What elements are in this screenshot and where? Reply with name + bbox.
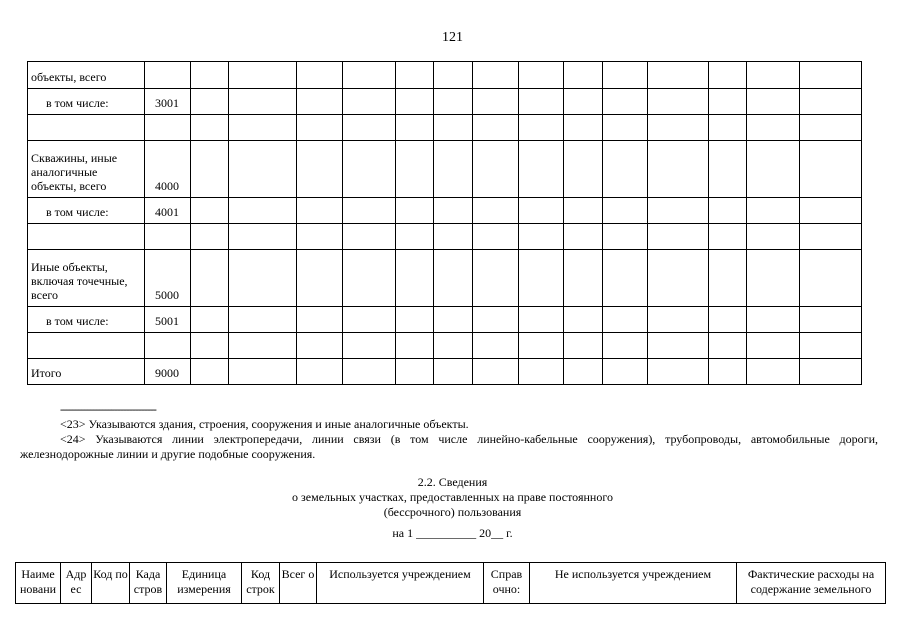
empty-cell xyxy=(564,89,603,115)
row-code xyxy=(145,62,191,89)
empty-cell xyxy=(343,115,396,141)
table-row xyxy=(28,333,862,359)
empty-cell xyxy=(709,115,747,141)
empty-cell xyxy=(229,141,297,198)
empty-cell xyxy=(297,224,343,250)
empty-cell xyxy=(519,115,564,141)
empty-cell xyxy=(709,198,747,224)
row-label: Скважины, иные аналогичные объекты, всего xyxy=(28,141,145,198)
empty-cell xyxy=(800,141,862,198)
empty-cell xyxy=(473,115,519,141)
empty-cell xyxy=(800,89,862,115)
row-code xyxy=(145,224,191,250)
row-code xyxy=(145,115,191,141)
empty-cell xyxy=(709,224,747,250)
table-header-row xyxy=(16,563,886,604)
empty-cell xyxy=(603,224,648,250)
empty-cell xyxy=(564,359,603,385)
empty-cell xyxy=(191,333,229,359)
empty-cell xyxy=(297,359,343,385)
page-number: 121 xyxy=(442,30,463,45)
empty-cell xyxy=(564,307,603,333)
column-header: Не используется учреждением xyxy=(530,563,737,604)
empty-cell xyxy=(396,115,434,141)
empty-cell xyxy=(800,62,862,89)
table-row xyxy=(28,62,862,89)
empty-cell xyxy=(191,115,229,141)
empty-cell xyxy=(519,141,564,198)
table-row xyxy=(28,115,862,141)
empty-cell xyxy=(564,198,603,224)
empty-cell xyxy=(747,250,800,307)
empty-cell xyxy=(709,307,747,333)
empty-cell xyxy=(434,115,473,141)
empty-cell xyxy=(434,250,473,307)
empty-cell xyxy=(747,62,800,89)
empty-cell xyxy=(709,359,747,385)
empty-cell xyxy=(229,89,297,115)
empty-cell xyxy=(747,115,800,141)
empty-cell xyxy=(564,62,603,89)
empty-cell xyxy=(800,307,862,333)
empty-cell xyxy=(396,198,434,224)
empty-cell xyxy=(709,333,747,359)
footnotes xyxy=(20,402,878,462)
empty-cell xyxy=(473,333,519,359)
as-of-date: на 1 __________ 20__ г. xyxy=(392,526,513,540)
land-plots-table xyxy=(15,562,886,604)
empty-cell xyxy=(396,359,434,385)
empty-cell xyxy=(519,307,564,333)
empty-cell xyxy=(229,198,297,224)
empty-cell xyxy=(297,115,343,141)
empty-cell xyxy=(747,224,800,250)
empty-cell xyxy=(648,115,709,141)
empty-cell xyxy=(648,62,709,89)
empty-cell xyxy=(297,89,343,115)
empty-cell xyxy=(473,250,519,307)
column-header: Справ очно: xyxy=(484,563,530,604)
empty-cell xyxy=(747,89,800,115)
empty-cell xyxy=(434,198,473,224)
table-row xyxy=(28,359,862,385)
empty-cell xyxy=(396,224,434,250)
empty-cell xyxy=(343,198,396,224)
row-label xyxy=(28,115,145,141)
empty-cell xyxy=(800,359,862,385)
empty-cell xyxy=(648,89,709,115)
empty-cell xyxy=(648,307,709,333)
table-row xyxy=(28,250,862,307)
empty-cell xyxy=(343,62,396,89)
empty-cell xyxy=(297,198,343,224)
empty-cell xyxy=(473,89,519,115)
row-code xyxy=(145,333,191,359)
empty-cell xyxy=(603,359,648,385)
row-code: 9000 xyxy=(145,359,191,385)
row-code: 4001 xyxy=(145,198,191,224)
empty-cell xyxy=(603,250,648,307)
empty-cell xyxy=(396,307,434,333)
empty-cell xyxy=(343,333,396,359)
empty-cell xyxy=(473,198,519,224)
empty-cell xyxy=(473,359,519,385)
empty-cell xyxy=(747,333,800,359)
empty-cell xyxy=(297,62,343,89)
empty-cell xyxy=(648,224,709,250)
empty-cell xyxy=(800,198,862,224)
empty-cell xyxy=(343,307,396,333)
section-title-line-3: (бессрочного) пользования xyxy=(383,505,522,519)
empty-cell xyxy=(709,62,747,89)
empty-cell xyxy=(297,333,343,359)
empty-cell xyxy=(564,333,603,359)
empty-cell xyxy=(229,359,297,385)
table-row xyxy=(28,224,862,250)
row-label xyxy=(28,224,145,250)
empty-cell xyxy=(709,89,747,115)
row-label: Итого xyxy=(28,359,145,385)
empty-cell xyxy=(709,250,747,307)
empty-cell xyxy=(229,62,297,89)
empty-cell xyxy=(396,250,434,307)
section-title xyxy=(0,475,905,520)
empty-cell xyxy=(519,198,564,224)
empty-cell xyxy=(603,198,648,224)
empty-cell xyxy=(297,141,343,198)
empty-cell xyxy=(343,250,396,307)
empty-cell xyxy=(191,198,229,224)
row-code: 3001 xyxy=(145,89,191,115)
table-row xyxy=(28,307,862,333)
row-label xyxy=(28,333,145,359)
empty-cell xyxy=(519,89,564,115)
empty-cell xyxy=(343,89,396,115)
row-code: 5000 xyxy=(145,250,191,307)
empty-cell xyxy=(434,62,473,89)
empty-cell xyxy=(519,359,564,385)
row-label: в том числе: xyxy=(28,307,145,333)
empty-cell xyxy=(229,115,297,141)
empty-cell xyxy=(297,307,343,333)
empty-cell xyxy=(191,89,229,115)
empty-cell xyxy=(519,333,564,359)
empty-cell xyxy=(747,307,800,333)
empty-cell xyxy=(800,250,862,307)
empty-cell xyxy=(800,224,862,250)
empty-cell xyxy=(564,141,603,198)
section-title-line-2: о земельных участках, предоставленных на праве постоянного xyxy=(292,490,613,504)
empty-cell xyxy=(519,62,564,89)
section-title-line-1: 2.2. Сведения xyxy=(417,475,488,489)
empty-cell xyxy=(343,359,396,385)
column-header: Используется учреждением xyxy=(317,563,484,604)
empty-cell xyxy=(603,333,648,359)
upper-data-table xyxy=(27,61,862,385)
empty-cell xyxy=(800,115,862,141)
empty-cell xyxy=(747,198,800,224)
empty-cell xyxy=(648,333,709,359)
column-header: Фактические расходы на содержание земельного xyxy=(737,563,886,604)
column-header: Единица измерения xyxy=(167,563,242,604)
empty-cell xyxy=(603,115,648,141)
empty-cell xyxy=(229,224,297,250)
row-label: в том числе: xyxy=(28,198,145,224)
empty-cell xyxy=(564,115,603,141)
empty-cell xyxy=(191,141,229,198)
row-label: в том числе: xyxy=(28,89,145,115)
footnote-24: <24> Указываются линии электропередачи, линии связи (в том числе линейно-кабельные сооружения), трубопроводы, автомобильные дороги, железнодорожные линии и другие подобные сооружения. xyxy=(20,432,878,461)
empty-cell xyxy=(396,333,434,359)
empty-cell xyxy=(747,141,800,198)
empty-cell xyxy=(191,250,229,307)
empty-cell xyxy=(343,224,396,250)
column-header: Код по xyxy=(92,563,130,604)
empty-cell xyxy=(396,89,434,115)
column-header: Наиме новани xyxy=(16,563,61,604)
row-code: 5001 xyxy=(145,307,191,333)
empty-cell xyxy=(434,89,473,115)
empty-cell xyxy=(343,141,396,198)
column-header: Адр ес xyxy=(61,563,92,604)
table-row xyxy=(28,198,862,224)
empty-cell xyxy=(648,198,709,224)
empty-cell xyxy=(434,224,473,250)
empty-cell xyxy=(800,333,862,359)
empty-cell xyxy=(648,141,709,198)
empty-cell xyxy=(191,307,229,333)
empty-cell xyxy=(229,250,297,307)
table-row xyxy=(28,141,862,198)
footnote-23: <23> Указываются здания, строения, сооружения и иные аналогичные объекты. xyxy=(60,417,469,431)
empty-cell xyxy=(191,359,229,385)
empty-cell xyxy=(229,307,297,333)
empty-cell xyxy=(473,141,519,198)
empty-cell xyxy=(519,224,564,250)
row-label: Иные объекты, включая точечные, всего xyxy=(28,250,145,307)
empty-cell xyxy=(434,141,473,198)
column-header: Када стров xyxy=(130,563,167,604)
empty-cell xyxy=(603,62,648,89)
empty-cell xyxy=(709,141,747,198)
empty-cell xyxy=(603,89,648,115)
footnote-rule: -------------------------------- xyxy=(60,402,156,416)
empty-cell xyxy=(396,62,434,89)
empty-cell xyxy=(648,250,709,307)
empty-cell xyxy=(473,224,519,250)
row-label: объекты, всего xyxy=(28,62,145,89)
empty-cell xyxy=(229,333,297,359)
empty-cell xyxy=(396,141,434,198)
empty-cell xyxy=(434,333,473,359)
empty-cell xyxy=(603,141,648,198)
empty-cell xyxy=(434,307,473,333)
empty-cell xyxy=(648,359,709,385)
column-header: Всег о xyxy=(280,563,317,604)
empty-cell xyxy=(564,224,603,250)
empty-cell xyxy=(564,250,603,307)
empty-cell xyxy=(473,62,519,89)
empty-cell xyxy=(603,307,648,333)
empty-cell xyxy=(434,359,473,385)
empty-cell xyxy=(191,224,229,250)
empty-cell xyxy=(473,307,519,333)
column-header: Код строк xyxy=(242,563,280,604)
empty-cell xyxy=(519,250,564,307)
empty-cell xyxy=(747,359,800,385)
row-code: 4000 xyxy=(145,141,191,198)
empty-cell xyxy=(297,250,343,307)
table-row xyxy=(28,89,862,115)
empty-cell xyxy=(191,62,229,89)
